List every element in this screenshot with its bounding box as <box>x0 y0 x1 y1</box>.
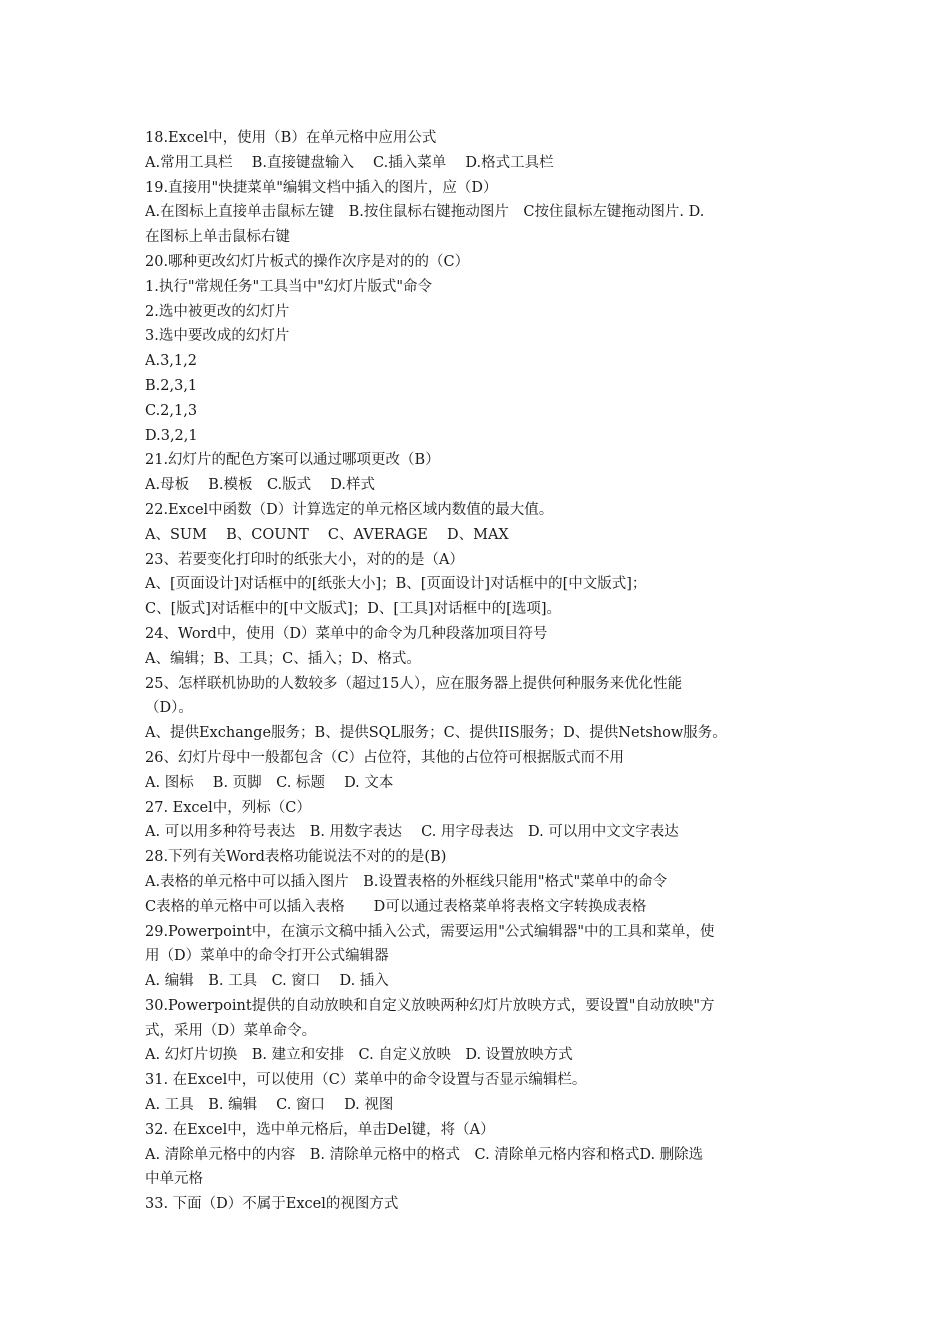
text-line: 29.Powerpoint中，在演示文稿中插入公式，需要运用"公式编辑器"中的工具和菜单，使 <box>145 923 715 940</box>
text-line: 19.直接用"快捷菜单"编辑文档中插入的图片，应（D） <box>145 179 498 196</box>
text-line: 22.Excel中函数（D）计算选定的单元格区域内数值的最大值。 <box>145 501 554 518</box>
text-line: A. 编辑 B. 工具 C. 窗口 D. 插入 <box>145 973 389 990</box>
text-line: 23、若要变化打印时的纸张大小，对的的是（A） <box>145 551 464 568</box>
text-line: A.在图标上直接单击鼠标左键 B.按住鼠标右键拖动图片 C按住鼠标左键拖动图片. D. <box>145 204 705 221</box>
text-line: 20.哪种更改幻灯片板式的操作次序是对的的（C） <box>145 253 470 270</box>
text-line: 27. Excel中，列标（C） <box>145 799 311 816</box>
text-line: C.2,1,3 <box>145 402 198 419</box>
text-line: A. 工具 B. 编辑 C. 窗口 D. 视图 <box>145 1097 394 1114</box>
text-line: A. 幻灯片切换 B. 建立和安排 C. 自定义放映 D. 设置放映方式 <box>145 1047 573 1064</box>
text-line: 25、怎样联机协助的人数较多（超过15人），应在服务器上提供何种服务来优化性能 <box>145 675 683 692</box>
text-line: 中单元格 <box>145 1171 203 1188</box>
text-line: 32. 在Excel中，选中单元格后，单击Del键，将（A） <box>145 1121 495 1138</box>
text-line: A.母板 B.模板 C.版式 D.样式 <box>145 477 375 494</box>
text-line: 31. 在Excel中，可以使用（C）菜单中的命令设置与否显示编辑栏。 <box>145 1072 587 1089</box>
text-line: 28.下列有关Word表格功能说法不对的的是(B) <box>145 849 447 866</box>
text-line: A、提供Exchange服务；B、提供SQL服务；C、提供IIS服务；D、提供Netshow服务。 <box>145 725 727 742</box>
text-line: A. 可以用多种符号表达 B. 用数字表达 C. 用字母表达 D. 可以用中文文字表达 <box>145 824 679 841</box>
text-line: A.3,1,2 <box>145 353 197 370</box>
text-line: 在图标上单击鼠标右键 <box>145 229 290 246</box>
text-line: 18.Excel中，使用（B）在单元格中应用公式 <box>145 130 437 146</box>
text-line: A.表格的单元格中可以插入图片 B.设置表格的外框线只能用"格式"菜单中的命令 <box>145 873 668 890</box>
text-line: 式，采用（D）菜单命令。 <box>145 1022 317 1039</box>
text-line: 3.选中要改成的幻灯片 <box>145 328 290 345</box>
text-line: A. 图标 B. 页脚 C. 标题 D. 文本 <box>145 774 394 791</box>
text-line: 21.幻灯片的配色方案可以通过哪项更改（B） <box>145 452 440 469</box>
text-line: B.2,3,1 <box>145 377 198 394</box>
text-line: 30.Powerpoint提供的自动放映和自定义放映两种幻灯片放映方式，要设置"自动放映"方 <box>145 997 715 1014</box>
text-line: 2.选中被更改的幻灯片 <box>145 303 290 320</box>
text-line: D.3,2,1 <box>145 427 198 444</box>
text-line: 1.执行"常规任务"工具当中"幻灯片版式"命令 <box>145 278 433 295</box>
text-line: 33. 下面（D）不属于Excel的视图方式 <box>145 1196 399 1213</box>
text-line: 24、Word中，使用（D）菜单中的命令为几种段落加项目符号 <box>145 625 548 642</box>
text-line: C、[版式]对话框中的[中文版式]；D、[工具]对话框中的[选项]。 <box>145 601 561 618</box>
text-line: A、编辑；B、工具；C、插入；D、格式。 <box>145 650 421 667</box>
text-line: A、[页面设计]对话框中的[纸张大小]；B、[页面设计]对话框中的[中文版式]； <box>145 576 647 593</box>
text-line: A.常用工具栏 B.直接键盘输入 C.插入菜单 D.格式工具栏 <box>145 154 554 171</box>
text-line: A. 清除单元格中的内容 B. 清除单元格中的格式 C. 清除单元格内容和格式D. 删除选 <box>145 1146 704 1163</box>
document-body <box>145 126 810 1217</box>
text-line: 26、幻灯片母中一般都包含（C）占位符，其他的占位符可根据版式而不用 <box>145 749 625 766</box>
text-line: C表格的单元格中可以插入表格 D可以通过表格菜单将表格文字转换成表格 <box>145 898 647 915</box>
text-line: 用（D）菜单中的命令打开公式编辑器 <box>145 948 389 965</box>
text-line: （D）。 <box>145 700 193 717</box>
text-line: A、SUM B、COUNT C、AVERAGE D、MAX <box>145 526 509 543</box>
